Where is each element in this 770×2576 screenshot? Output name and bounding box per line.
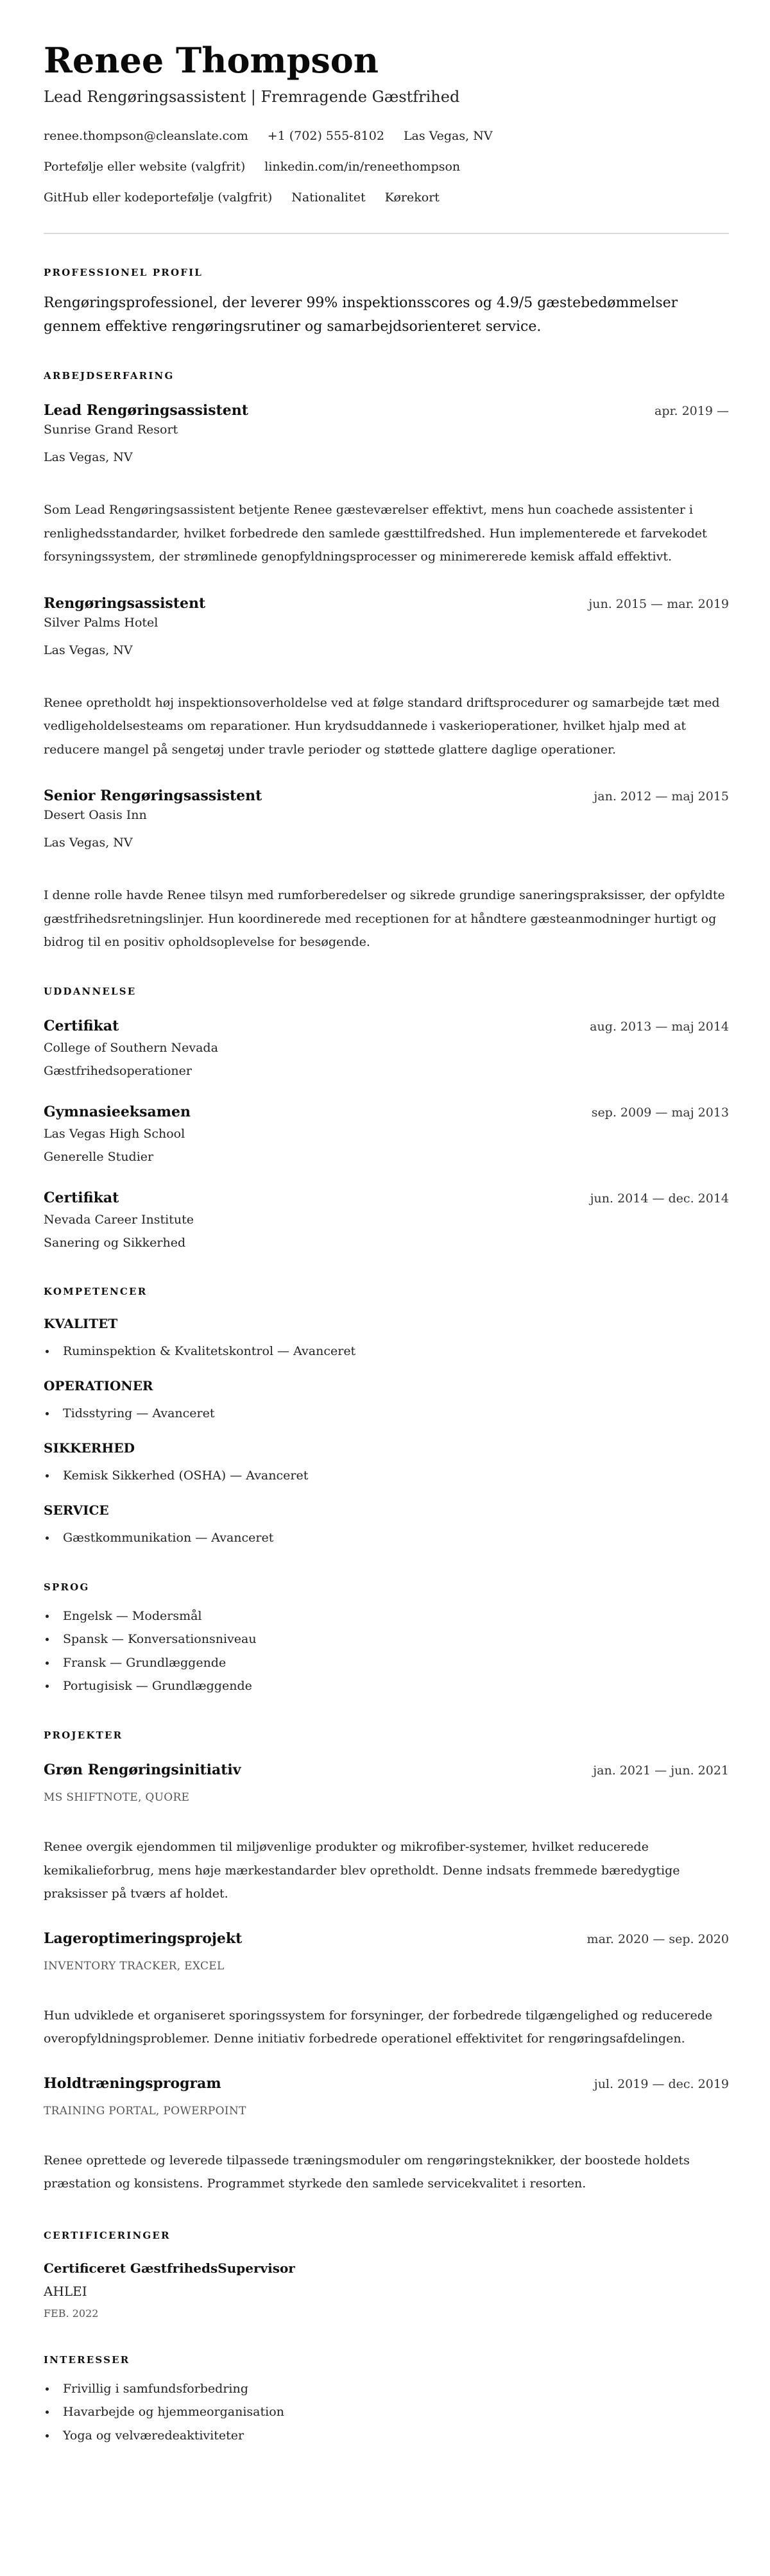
contact-linkedin[interactable]: linkedin.com/in/reneethompson [264,160,461,174]
field-of-study: Generelle Studier [44,1149,154,1164]
contact-portfolio[interactable]: Portefølje eller website (valgfrit) [44,160,246,174]
section-heading: CERTIFICERINGER [44,2229,171,2241]
resume-header [44,40,729,206]
profile-section [44,266,729,339]
contact-location: Las Vegas, NV [403,129,493,143]
project-entry [44,1929,729,2051]
job-company: Desert Oasis Inn [44,808,147,822]
certification-issuer: AHLEI [44,2283,87,2299]
project-title: Lageroptimeringsprojekt [44,1930,243,1947]
skill-category: OPERATIONER [44,1377,153,1393]
school: College of Southern Nevada [44,1040,218,1055]
language-list [44,1607,729,1696]
languages-section [44,1581,729,1696]
field-of-study: Gæstfrihedsoperationer [44,1063,192,1078]
skills-section [44,1285,729,1547]
education-date: jun. 2014 — dec. 2014 [590,1191,729,1206]
skill-list [44,1342,729,1360]
job-company: Sunrise Grand Resort [44,423,178,437]
skill-item: Ruminspektion & Kvalitetskontrol — Avanceret [44,1342,729,1360]
contact-email[interactable]: renee.thompson@cleanslate.com [44,129,248,143]
job-entry [44,594,729,762]
project-date: jan. 2021 — jun. 2021 [593,1764,729,1778]
contact-drivers-license: Kørekort [384,190,440,205]
job-title: Senior Rengøringsassistent [44,787,262,804]
profile-summary: Rengøringsprofessionel, der leverer 99% inspektionsscores og 4.9/5 gæstebedømmelser gennem effektive rengøringsrutiner og samarbejdsorienteret service. [44,295,678,335]
candidate-headline: Lead Rengøringsassistent | Fremragende Gæstfrihed [44,88,460,106]
contact-nationality: Nationalitet [291,190,366,205]
job-entry [44,786,729,954]
section-heading: KOMPETENCER [44,1285,148,1297]
job-entry [44,401,729,569]
project-entry [44,1760,729,1906]
job-location: Las Vegas, NV [44,643,133,657]
projects-section [44,1729,729,2196]
section-heading: PROJEKTER [44,1730,123,1741]
project-date: mar. 2020 — sep. 2020 [586,1932,729,1946]
job-description: I denne rolle havde Renee tilsyn med rumforberedelser og sikrede grundige saneringspraksisser, der opfyldte gæstfrihedsretningslinjer. Hun koordinerede med receptionen for at håndtere gæsteanmodninger hurtigt og bidrog til en positiv opholdsoplevelse for besøgende. [44,888,725,949]
header-divider [44,233,729,234]
school: Nevada Career Institute [44,1212,194,1227]
job-location: Las Vegas, NV [44,836,133,850]
skill-list [44,1467,729,1485]
candidate-name: Renee Thompson [44,40,379,81]
language-item: Portugisisk — Grundlæggende [44,1677,729,1695]
certifications-section [44,2229,729,2321]
skill-list [44,1529,729,1547]
project-description: Hun udviklede et organiseret sporingssystem for forsyninger, der forbedrede tilgængelighed og reducerede overopfyldningsproblemer. Denne initiativ forbedrede operationel effektivitet for rengøringsafdelingen. [44,2008,713,2046]
job-description: Renee opretholdt høj inspektionsoverholdelse ved at følge standard driftsprocedurer og samarbejde tæt med vedligeholdelsesteams om reparationer. Hun krydsuddannede i vaskerioperationer, hvilket hjalp med at reducere mangel på sengetøj under travle perioder og støttede glattere daglige operationer. [44,695,720,757]
education-date: sep. 2009 — maj 2013 [591,1105,729,1120]
project-tech: TRAINING PORTAL, POWERPOINT [44,2104,246,2117]
project-tech: INVENTORY TRACKER, EXCEL [44,1959,225,1973]
skill-category: SIKKERHED [44,1440,135,1456]
interest-item: Frivillig i samfundsforbedring [44,2380,729,2398]
degree: Certifikat [44,1017,119,1034]
language-item: Fransk — Grundlæggende [44,1654,729,1672]
interests-section [44,2353,729,2445]
skill-item: Gæstkommunikation — Avanceret [44,1529,729,1547]
section-heading: ARBEJDSERFARING [44,370,175,382]
contact-github[interactable]: GitHub eller kodeportefølje (valgfrit) [44,190,273,205]
project-tech: MS SHIFTNOTE, QUORE [44,1791,190,1804]
job-date: jan. 2012 — maj 2015 [594,789,729,804]
job-date: jun. 2015 — mar. 2019 [588,596,729,611]
project-date: jul. 2019 — dec. 2019 [594,2076,729,2091]
project-title: Holdtræningsprogram [44,2075,221,2092]
experience-section [44,369,729,954]
job-title: Lead Rengøringsassistent [44,402,248,419]
certification-name: Certificeret GæstfrihedsSupervisor [44,2260,295,2276]
job-date: apr. 2019 — [654,404,729,418]
job-title: Rengøringsassistent [44,594,206,612]
interest-item: Havarbejde og hjemmeorganisation [44,2403,729,2421]
interest-list [44,2380,729,2445]
skill-item: Tidsstyring — Avanceret [44,1404,729,1422]
education-entry [44,1016,729,1080]
education-entry [44,1188,729,1252]
project-description: Renee oprettede og leverede tilpassede træningsmoduler om rengøringsteknikker, der boostede holdets præstation og konsistens. Programmet styrkede den samlede servicekvalitet i resorten. [44,2153,690,2191]
job-company: Silver Palms Hotel [44,615,158,630]
contact-row [44,189,729,206]
job-description: Som Lead Rengøringsassistent betjente Renee gæsteværelser effektivt, mens hun coachede assistenter i renlighedsstandarder, hvilket forbedrede den samlede gæsttilfredshed. Hun implementerede et farvekodet forsyningssystem, der strømlinede genopfyldningsprocesser og minimererede kemisk affald effektivt. [44,503,707,564]
degree: Gymnasieeksamen [44,1103,191,1120]
section-heading: UDDANNELSE [44,985,137,997]
contact-phone[interactable]: +1 (702) 555-8102 [267,129,384,143]
project-description: Renee overgik ejendommen til miljøvenlige produkter og mikrofiber-systemer, hvilket reducerede kemikalieforbrug, mens høje mærkestandarder blev opretholdt. Denne indsats fremmede bæredygtige praksisser på tværs af holdet. [44,1840,680,1901]
section-heading: INTERESSER [44,2353,130,2366]
contact-row [44,158,729,176]
language-item: Spansk — Konversationsniveau [44,1630,729,1648]
education-date: aug. 2013 — maj 2014 [590,1019,729,1034]
education-entry [44,1102,729,1166]
project-title: Grøn Rengøringsinitiativ [44,1762,241,1778]
degree: Certifikat [44,1189,119,1206]
section-heading: PROFESSIONEL PROFIL [44,267,203,278]
field-of-study: Sanering og Sikkerhed [44,1235,186,1250]
contact-row [44,127,729,145]
skill-category: SERVICE [44,1502,109,1518]
skill-category: KVALITET [44,1315,118,1331]
certification-date: FEB. 2022 [44,2307,99,2319]
job-location: Las Vegas, NV [44,450,133,464]
interest-item: Yoga og velværedeaktiviteter [44,2427,729,2445]
school: Las Vegas High School [44,1126,185,1141]
project-entry [44,2074,729,2196]
language-item: Engelsk — Modersmål [44,1607,729,1625]
section-heading: SPROG [44,1581,90,1593]
skill-list [44,1404,729,1422]
skill-item: Kemisk Sikkerhed (OSHA) — Avanceret [44,1467,729,1485]
education-section [44,985,729,1252]
